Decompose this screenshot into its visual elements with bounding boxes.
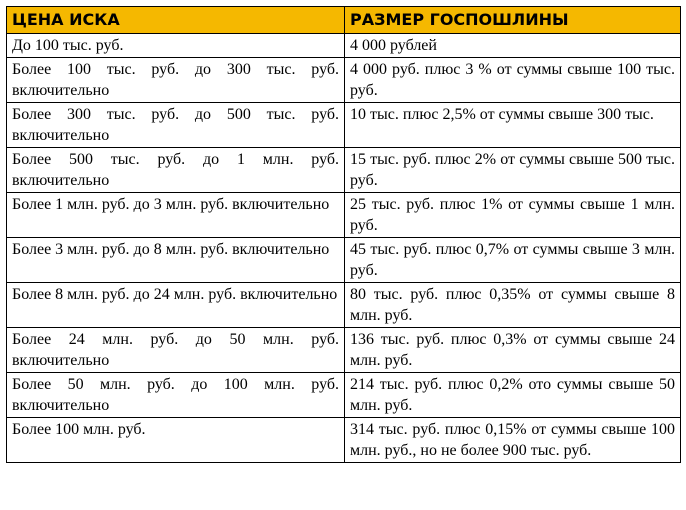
fee-table-container	[6, 6, 681, 463]
claim-price-cell: Более 1 млн. руб. до 3 млн. руб. включительно	[7, 193, 345, 238]
header-state-duty: РАЗМЕР ГОСПОШЛИНЫ	[345, 7, 681, 34]
state-duty-cell: 314 тыс. руб. плюс 0,15% от суммы свыше 100 млн. руб., но не более 900 тыс. руб.	[345, 418, 681, 463]
table-row	[7, 328, 681, 373]
header-claim-price: ЦЕНА ИСКА	[7, 7, 345, 34]
table-row	[7, 238, 681, 283]
table-header-row	[7, 7, 681, 34]
table-row	[7, 103, 681, 148]
state-duty-cell: 45 тыс. руб. плюс 0,7% от суммы свыше 3 млн. руб.	[345, 238, 681, 283]
claim-price-cell: До 100 тыс. руб.	[7, 34, 345, 58]
state-duty-cell: 80 тыс. руб. плюс 0,35% от суммы свыше 8 млн. руб.	[345, 283, 681, 328]
table-row	[7, 34, 681, 58]
state-duty-cell: 25 тыс. руб. плюс 1% от суммы свыше 1 млн. руб.	[345, 193, 681, 238]
table-row	[7, 148, 681, 193]
claim-price-cell: Более 8 млн. руб. до 24 млн. руб. включительно	[7, 283, 345, 328]
state-duty-cell: 4 000 рублей	[345, 34, 681, 58]
state-duty-table	[6, 6, 681, 463]
claim-price-cell: Более 100 млн. руб.	[7, 418, 345, 463]
state-duty-cell: 10 тыс. плюс 2,5% от суммы свыше 300 тыс.	[345, 103, 681, 148]
claim-price-cell: Более 24 млн. руб. до 50 млн. руб. включительно	[7, 328, 345, 373]
state-duty-cell: 214 тыс. руб. плюс 0,2% ото суммы свыше 50 млн. руб.	[345, 373, 681, 418]
table-row	[7, 418, 681, 463]
table-row	[7, 193, 681, 238]
table-row	[7, 58, 681, 103]
claim-price-cell: Более 500 тыс. руб. до 1 млн. руб. включительно	[7, 148, 345, 193]
state-duty-cell: 136 тыс. руб. плюс 0,3% от суммы свыше 24 млн. руб.	[345, 328, 681, 373]
claim-price-cell: Более 3 млн. руб. до 8 млн. руб. включительно	[7, 238, 345, 283]
table-row	[7, 283, 681, 328]
state-duty-cell: 15 тыс. руб. плюс 2% от суммы свыше 500 тыс. руб.	[345, 148, 681, 193]
claim-price-cell: Более 300 тыс. руб. до 500 тыс. руб. включительно	[7, 103, 345, 148]
table-row	[7, 373, 681, 418]
claim-price-cell: Более 50 млн. руб. до 100 млн. руб. включительно	[7, 373, 345, 418]
claim-price-cell: Более 100 тыс. руб. до 300 тыс. руб. включительно	[7, 58, 345, 103]
state-duty-cell: 4 000 руб. плюс 3 % от суммы свыше 100 тыс. руб.	[345, 58, 681, 103]
